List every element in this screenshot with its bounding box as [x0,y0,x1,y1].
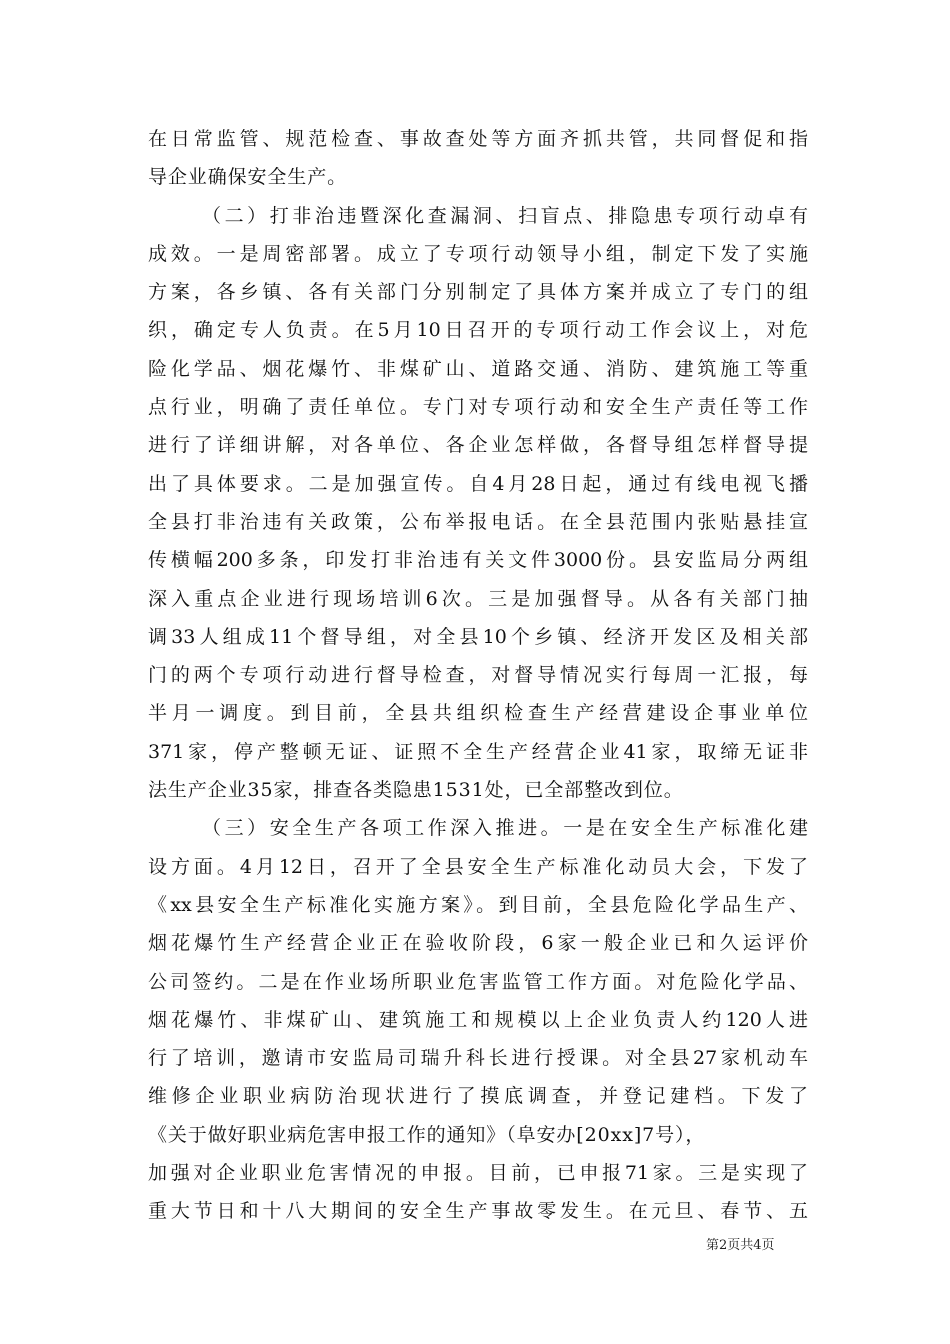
paragraph-start-line: （二）打非治违暨深化查漏洞、扫盲点、排隐患专项行动卓有 [202,204,808,227]
text-line: 《xx县安全生产标准化实施方案》。到目前，全县危险化学品生产、 [148,893,808,916]
text-line: 加强对企业职业危害情况的申报。目前，已申报71家。三是实现了 [148,1162,808,1185]
page-number-footer: 第2页共4页 [706,1238,775,1253]
paragraph-start-line: （三）安全生产各项工作深入推进。一是在安全生产标准化建 [202,817,808,840]
text-line: 导企业确保安全生产。 [148,166,348,189]
text-line: 公司签约。二是在作业场所职业危害监管工作方面。对危险化学品、 [148,970,808,993]
text-line: 传横幅200多条，印发打非治违有关文件3000份。县安监局分两组 [148,549,808,572]
body-text [148,120,808,1231]
text-line: 法生产企业35家，排查各类隐患1531处，已全部整改到位。 [148,779,684,802]
text-line: 进行了详细讲解，对各单位、各企业怎样做，各督导组怎样督导提 [148,434,808,457]
text-line: 烟花爆竹生产经营企业正在验收阶段，6家一般企业已和久运评价 [148,932,808,955]
text-line: 半月一调度。到目前，全县共组织检查生产经营建设企事业单位 [148,702,808,725]
text-line: 门的两个专项行动进行督导检查，对督导情况实行每周一汇报，每 [148,664,808,687]
text-line: 371家，停产整顿无证、证照不全生产经营企业41家，取缔无证非 [148,740,808,763]
text-line: 烟花爆竹、非煤矿山、建筑施工和规模以上企业负责人约120人进 [148,1008,808,1031]
text-line: 方案，各乡镇、各有关部门分别制定了具体方案并成立了专门的组 [148,281,808,304]
text-line: 织，确定专人负责。在5月10日召开的专项行动工作会议上，对危 [148,319,808,342]
text-line: 维修企业职业病防治现状进行了摸底调查，并登记建档。下发了 [148,1085,808,1108]
text-line: 深入重点企业进行现场培训6次。三是加强督导。从各有关部门抽 [148,587,808,610]
text-line: 点行业，明确了责任单位。专门对专项行动和安全生产责任等工作 [148,396,808,419]
text-line: 险化学品、烟花爆竹、非煤矿山、道路交通、消防、建筑施工等重 [148,357,808,380]
text-line: 在日常监管、规范检查、事故查处等方面齐抓共管，共同督促和指 [148,128,808,150]
text-line: 重大节日和十八大期间的安全生产事故零发生。在元旦、春节、五 [148,1200,808,1223]
text-line: 出了具体要求。二是加强宣传。自4月28日起，通过有线电视飞播 [148,472,808,495]
text-line: 行了培训，邀请市安监局司瑞升科长进行授课。对全县27家机动车 [148,1047,808,1070]
text-line: 调33人组成11个督导组，对全县10个乡镇、经济开发区及相关部 [148,625,808,648]
text-line: 成效。一是周密部署。成立了专项行动领导小组，制定下发了实施 [148,242,808,265]
text-line: 设方面。4月12日，召开了全县安全生产标准化动员大会，下发了 [148,855,808,878]
text-line: 全县打非治违有关政策，公布举报电话。在全县范围内张贴悬挂宣 [148,510,808,533]
text-line: 《关于做好职业病危害申报工作的通知》（阜安办[20xx]7号）， [148,1123,706,1146]
